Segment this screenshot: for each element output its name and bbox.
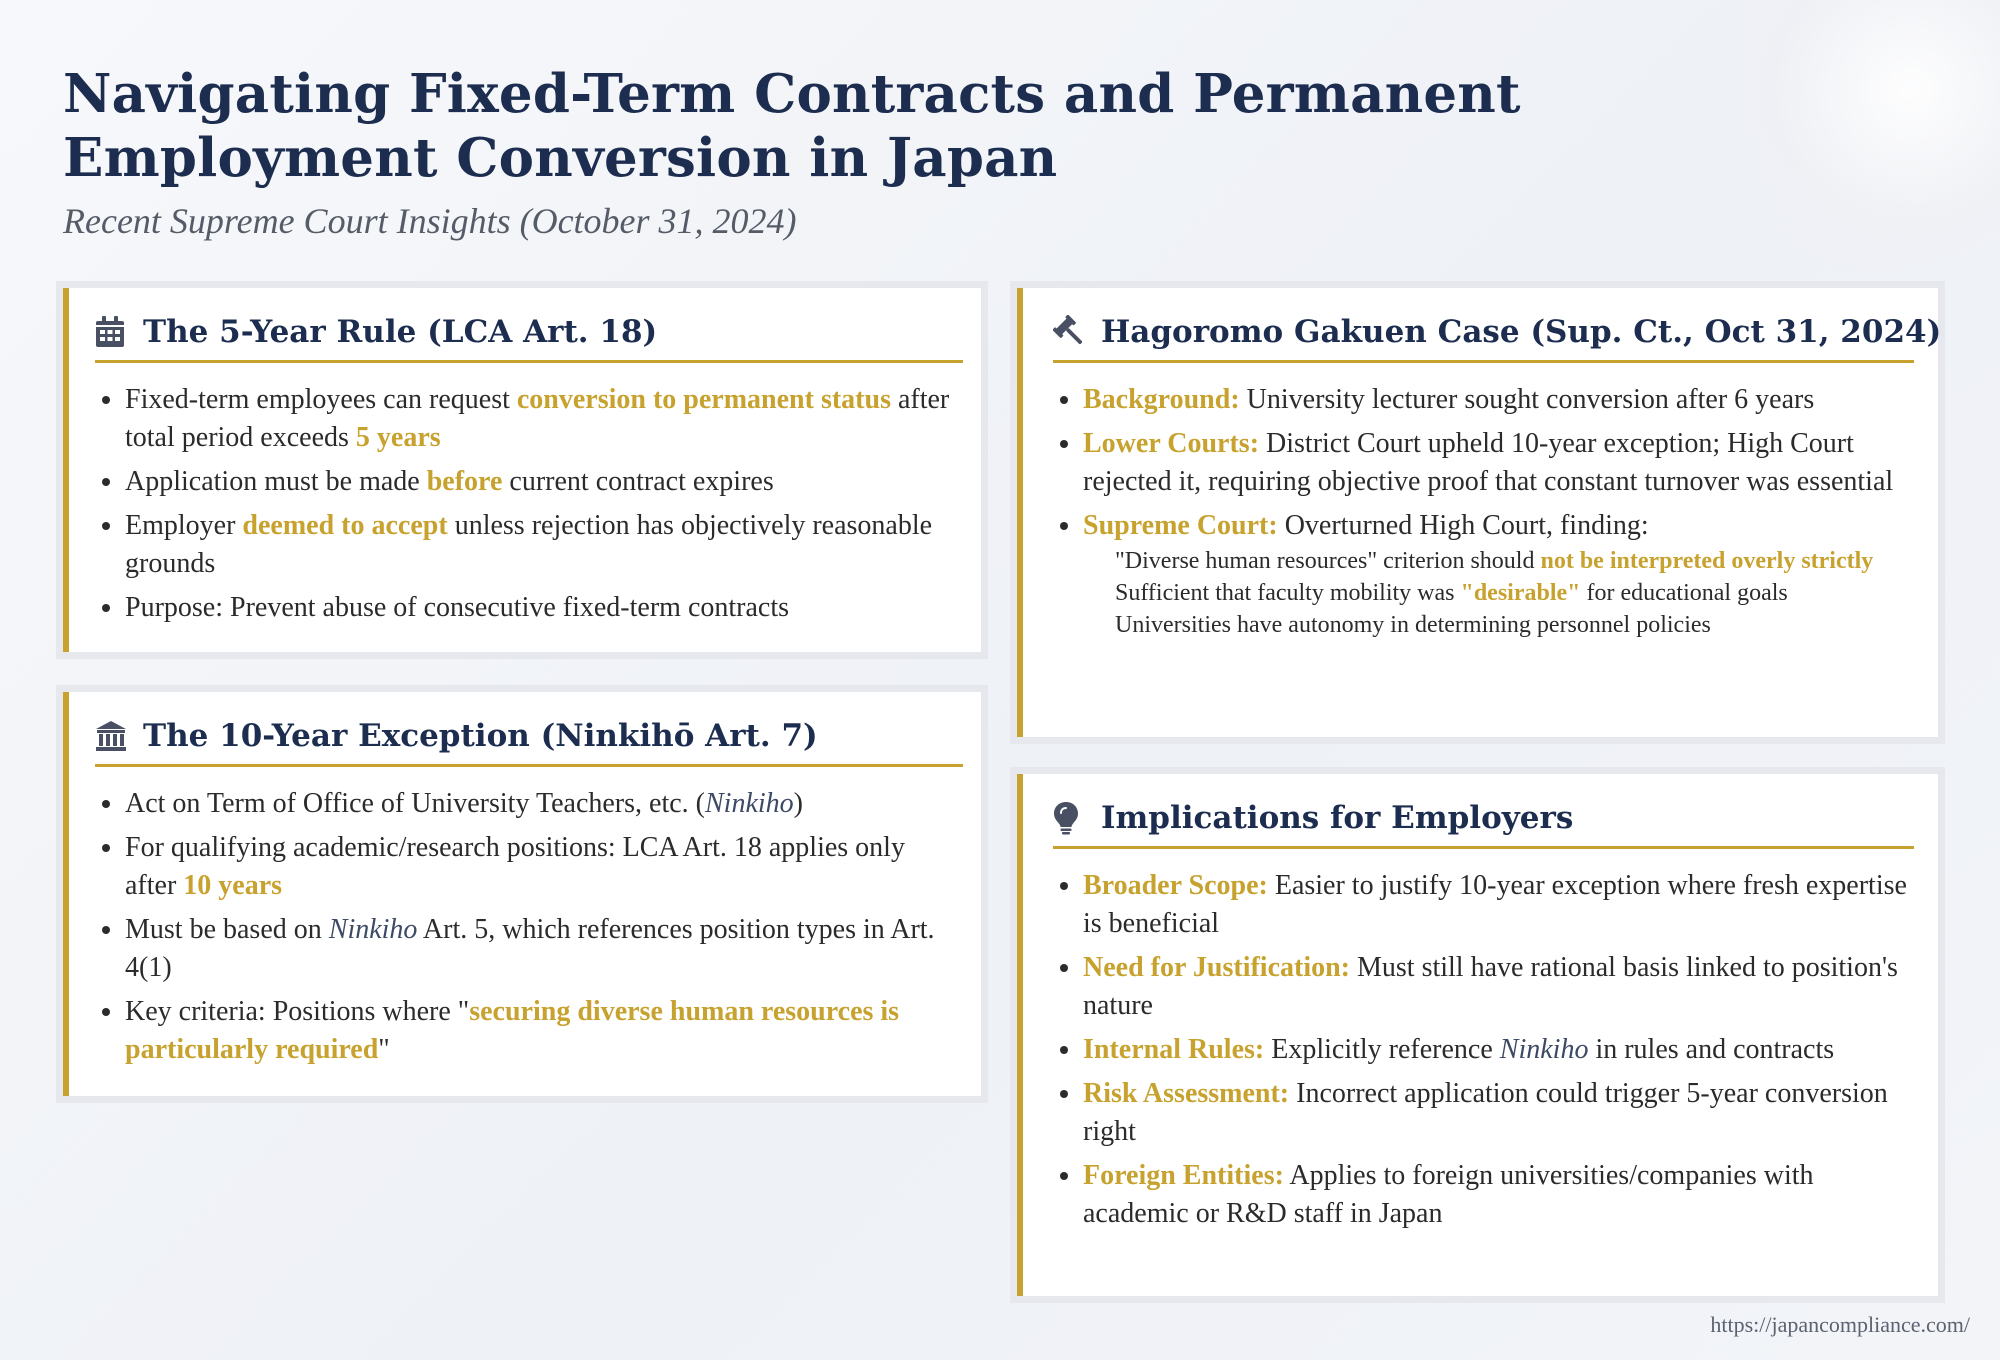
page-subtitle: Recent Supreme Court Insights (October 31, 2024) bbox=[63, 201, 797, 241]
item-text: unless rejection has objectively reasonable grounds bbox=[125, 510, 933, 579]
list-item bbox=[125, 507, 957, 583]
card-five-year-rule bbox=[63, 288, 981, 652]
item-text: " bbox=[378, 1034, 390, 1065]
highlight-text: 10 years bbox=[183, 870, 283, 901]
item-text: after total period exceeds bbox=[125, 384, 950, 453]
card-title: The 10-Year Exception (Ninkihō Art. 7) bbox=[143, 718, 818, 754]
highlight-text: not be interpreted overly strictly bbox=[1540, 548, 1874, 574]
page-header bbox=[63, 62, 1783, 242]
item-label: Broader Scope: bbox=[1083, 870, 1268, 901]
page-title: Navigating Fixed-Term Contracts and Permanent Employment Conversion in Japan bbox=[63, 63, 1521, 189]
item-text: Key criteria: Positions where " bbox=[125, 996, 470, 1027]
item-text: Act on Term of Office of University Teachers, etc. ( bbox=[125, 788, 705, 819]
list-item bbox=[125, 829, 957, 905]
bullet-list bbox=[95, 785, 957, 1069]
card-title: Hagoromo Gakuen Case (Sup. Ct., Oct 31, 2024) bbox=[1101, 314, 1942, 350]
item-text: Fixed-term employees can request bbox=[125, 384, 517, 415]
list-item bbox=[125, 785, 957, 823]
card-implications bbox=[1017, 774, 1938, 1296]
bullet-list bbox=[95, 381, 957, 627]
highlight-text: 5 years bbox=[355, 422, 441, 453]
item-text: Overturned High Court, finding: bbox=[1277, 510, 1649, 541]
item-text: Application must be made bbox=[125, 466, 427, 497]
item-text: Easier to justify 10-year exception where fresh expertise is beneficial bbox=[1083, 870, 1907, 939]
italic-term: Ninkiho bbox=[705, 788, 794, 819]
item-label: Internal Rules: bbox=[1083, 1034, 1265, 1065]
highlight-text: securing diverse human resources is particularly required bbox=[125, 996, 900, 1065]
list-item bbox=[1083, 1157, 1914, 1233]
list-item bbox=[1083, 1031, 1914, 1069]
item-text: Incorrect application could trigger 5-year conversion right bbox=[1083, 1078, 1888, 1147]
findings-list bbox=[1115, 545, 1914, 641]
list-item bbox=[125, 911, 957, 987]
item-label: Need for Justification: bbox=[1083, 952, 1350, 983]
item-text: University lecturer sought conversion after 6 years bbox=[1239, 384, 1815, 415]
list-item bbox=[1083, 507, 1914, 545]
bullet-list bbox=[1053, 867, 1914, 1233]
bank-icon bbox=[95, 718, 131, 754]
footer-url: https://japancompliance.com/ bbox=[1710, 1312, 1970, 1337]
item-text: District Court upheld 10-year exception; High Court rejected it, requiring objective proof that constant turnover was essential bbox=[1083, 428, 1894, 497]
list-item bbox=[125, 381, 957, 457]
card-hagoromo-case bbox=[1017, 288, 1942, 737]
list-item bbox=[125, 993, 957, 1069]
item-text: Must still have rational basis linked to position's nature bbox=[1083, 952, 1898, 1021]
item-text: current contract expires bbox=[502, 466, 774, 497]
italic-term: Ninkiho bbox=[1499, 1034, 1589, 1065]
item-text: in rules and contracts bbox=[1588, 1034, 1835, 1065]
item-text: Purpose: Prevent abuse of consecutive fixed-term contracts bbox=[125, 592, 790, 623]
list-item bbox=[1083, 1075, 1914, 1151]
card-title: The 5-Year Rule (LCA Art. 18) bbox=[143, 314, 658, 350]
card-ten-year-exception bbox=[63, 692, 981, 1096]
highlight-text: deemed to accept bbox=[242, 510, 448, 541]
item-text: Explicitly reference bbox=[1264, 1034, 1500, 1065]
item-label: Supreme Court: bbox=[1083, 510, 1278, 541]
item-text: For qualifying academic/research positions: LCA Art. 18 applies only after bbox=[125, 832, 905, 901]
list-item bbox=[125, 589, 957, 627]
highlight-text: "desirable" bbox=[1460, 580, 1581, 606]
bullet-list bbox=[1053, 381, 1914, 545]
finding-text: for educational goals bbox=[1580, 580, 1788, 606]
card-title: Implications for Employers bbox=[1101, 800, 1574, 836]
finding-item bbox=[1115, 545, 1914, 577]
finding-item bbox=[1115, 577, 1914, 609]
finding-text: Universities have autonomy in determining personnel policies bbox=[1115, 612, 1711, 638]
card-header bbox=[95, 314, 963, 363]
calendar-icon bbox=[95, 314, 131, 350]
card-header bbox=[1053, 314, 1942, 363]
list-item bbox=[125, 463, 957, 501]
item-text: Applies to foreign universities/companies with academic or R&D staff in Japan bbox=[1083, 1160, 1814, 1229]
list-item bbox=[1083, 867, 1914, 943]
list-item bbox=[1083, 381, 1914, 419]
card-header bbox=[95, 718, 963, 767]
highlight-text: before bbox=[426, 466, 503, 497]
card-header bbox=[1053, 800, 1914, 849]
item-text: ) bbox=[793, 788, 803, 819]
list-item bbox=[1083, 425, 1914, 501]
italic-term: Ninkiho bbox=[328, 914, 418, 945]
gavel-icon bbox=[1053, 314, 1089, 350]
item-label: Foreign Entities: bbox=[1083, 1160, 1284, 1191]
lightbulb-icon bbox=[1053, 800, 1089, 836]
list-item bbox=[1083, 949, 1914, 1025]
finding-item bbox=[1115, 609, 1914, 641]
item-label: Risk Assessment: bbox=[1083, 1078, 1290, 1109]
finding-text: Sufficient that faculty mobility was bbox=[1115, 580, 1461, 606]
item-label: Lower Courts: bbox=[1083, 428, 1260, 459]
item-text: Must be based on bbox=[125, 914, 329, 945]
item-text: Employer bbox=[125, 510, 243, 541]
finding-text: "Diverse human resources" criterion should bbox=[1115, 548, 1541, 574]
highlight-text: conversion to permanent status bbox=[516, 384, 891, 415]
item-text: Art. 5, which references position types in Art. 4(1) bbox=[125, 914, 935, 983]
item-label: Background: bbox=[1083, 384, 1240, 415]
